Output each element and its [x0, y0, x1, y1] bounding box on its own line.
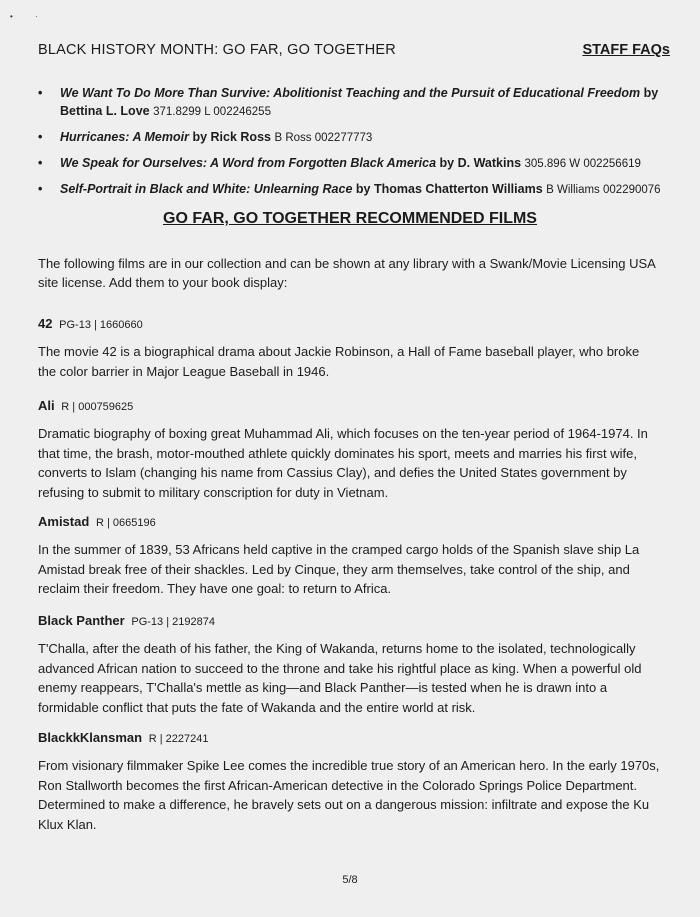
book-title: Self-Portrait in Black and White: Unlearning Race	[60, 182, 353, 196]
book-list	[38, 84, 663, 206]
film-header	[38, 398, 660, 415]
film-header	[38, 316, 660, 333]
book-by: by	[643, 86, 659, 100]
films-section-heading: GO FAR, GO TOGETHER RECOMMENDED FILMS	[163, 210, 537, 227]
book-author: Thomas Chatterton Williams	[373, 182, 543, 196]
film-header	[38, 613, 660, 630]
film-title: Amistad	[38, 514, 90, 529]
page-header-title: BLACK HISTORY MONTH: GO FAR, GO TOGETHER	[38, 42, 396, 58]
book-title: Hurricanes: A Memoir	[60, 130, 189, 144]
book-author: Bettina L. Love	[60, 104, 150, 118]
book-item	[38, 154, 663, 173]
film-rating-id: R | 000759625	[61, 401, 134, 413]
film-title: BlackkKlansman	[38, 730, 143, 745]
film-rating-id: R | 0665196	[95, 517, 156, 529]
film-description: The movie 42 is a biographical drama about Jackie Robinson, a Hall of Fame baseball player, who broke the color barrier in Major League Baseball in 1946.	[38, 344, 640, 379]
book-call-number: 371.8299 L 002246255	[153, 106, 271, 118]
film-rating-id: R | 2227241	[148, 733, 209, 745]
staff-faqs-link[interactable]: STAFF FAQs	[582, 42, 670, 58]
book-item	[38, 84, 663, 121]
film-rating-id: PG-13 | 1660660	[59, 319, 143, 331]
film-header	[38, 514, 660, 531]
film-title: Ali	[38, 398, 55, 413]
film-entry	[38, 613, 660, 717]
book-author: Rick Ross	[210, 130, 271, 144]
film-description: In the summer of 1839, 53 Africans held captive in the cramped cargo holds of the Spanish slave ship La Amistad break free of their shackles. Led by Cinque, they arm themselves, take control of the ship, and reclaim their freedom. They have one goal: to return to Africa.	[38, 542, 640, 596]
bullet-icon: •	[38, 156, 43, 170]
book-by: by	[439, 156, 455, 170]
book-by: by	[355, 182, 371, 196]
film-entry	[38, 730, 660, 834]
book-call-number: B Williams 002290076	[546, 184, 661, 196]
film-entry	[38, 316, 660, 381]
book-title: We Want To Do More Than Survive: Abolitionist Teaching and the Pursuit of Educational Freedom	[60, 86, 641, 100]
bullet-icon: •	[38, 86, 43, 100]
film-description: T'Challa, after the death of his father, the King of Wakanda, returns home to the isolated, technologically advanced African nation to succeed to the throne and take his rightful place as king. When a powerful old enemy reappears, T'Challa's mettle as king—and Black Panther—is tested when he is drawn into a formidable conflict that puts the fate of Wakanda and the entire world at risk.	[38, 641, 642, 715]
film-description: Dramatic biography of boxing great Muhammad Ali, which focuses on the ten-year period of 1964-1974. In that time, the brash, motor-mouthed athlete quickly dominates his sport, meets and marries his first wife, converts to Islam (changing his name from Cassius Clay), and defies the United States government by refusing to submit to military conscription for duty in Vietnam.	[38, 426, 648, 500]
page-number: 5/8	[342, 874, 358, 886]
film-entry	[38, 398, 660, 502]
book-call-number: B Ross 002277773	[274, 132, 373, 144]
film-header	[38, 730, 660, 747]
book-author: D. Watkins	[457, 156, 522, 170]
book-title: We Speak for Ourselves: A Word from Forgotten Black America	[60, 156, 437, 170]
book-by: by	[192, 130, 208, 144]
film-title: Black Panther	[38, 613, 125, 628]
film-entry	[38, 514, 660, 599]
scan-specks: • ·	[10, 12, 38, 21]
book-item	[38, 180, 663, 199]
film-description: From visionary filmmaker Spike Lee comes the incredible true story of an American hero. In the early 1970s, Ron Stallworth becomes the first African-American detective in the Colorado Springs Police Department. Determined to make a difference, he bravely sets out on a dangerous mission: infiltrate and expose the Ku Klux Klan.	[38, 758, 660, 832]
book-call-number: 305.896 W 002256619	[524, 158, 641, 170]
film-title: 42	[38, 316, 53, 331]
bullet-icon: •	[38, 130, 43, 144]
bullet-icon: •	[38, 182, 43, 196]
book-item	[38, 128, 663, 147]
film-rating-id: PG-13 | 2192874	[131, 616, 215, 628]
films-intro-text: The following films are in our collection and can be shown at any library with a Swank/Movie Licensing USA site license. Add them to your book display:	[38, 256, 656, 290]
